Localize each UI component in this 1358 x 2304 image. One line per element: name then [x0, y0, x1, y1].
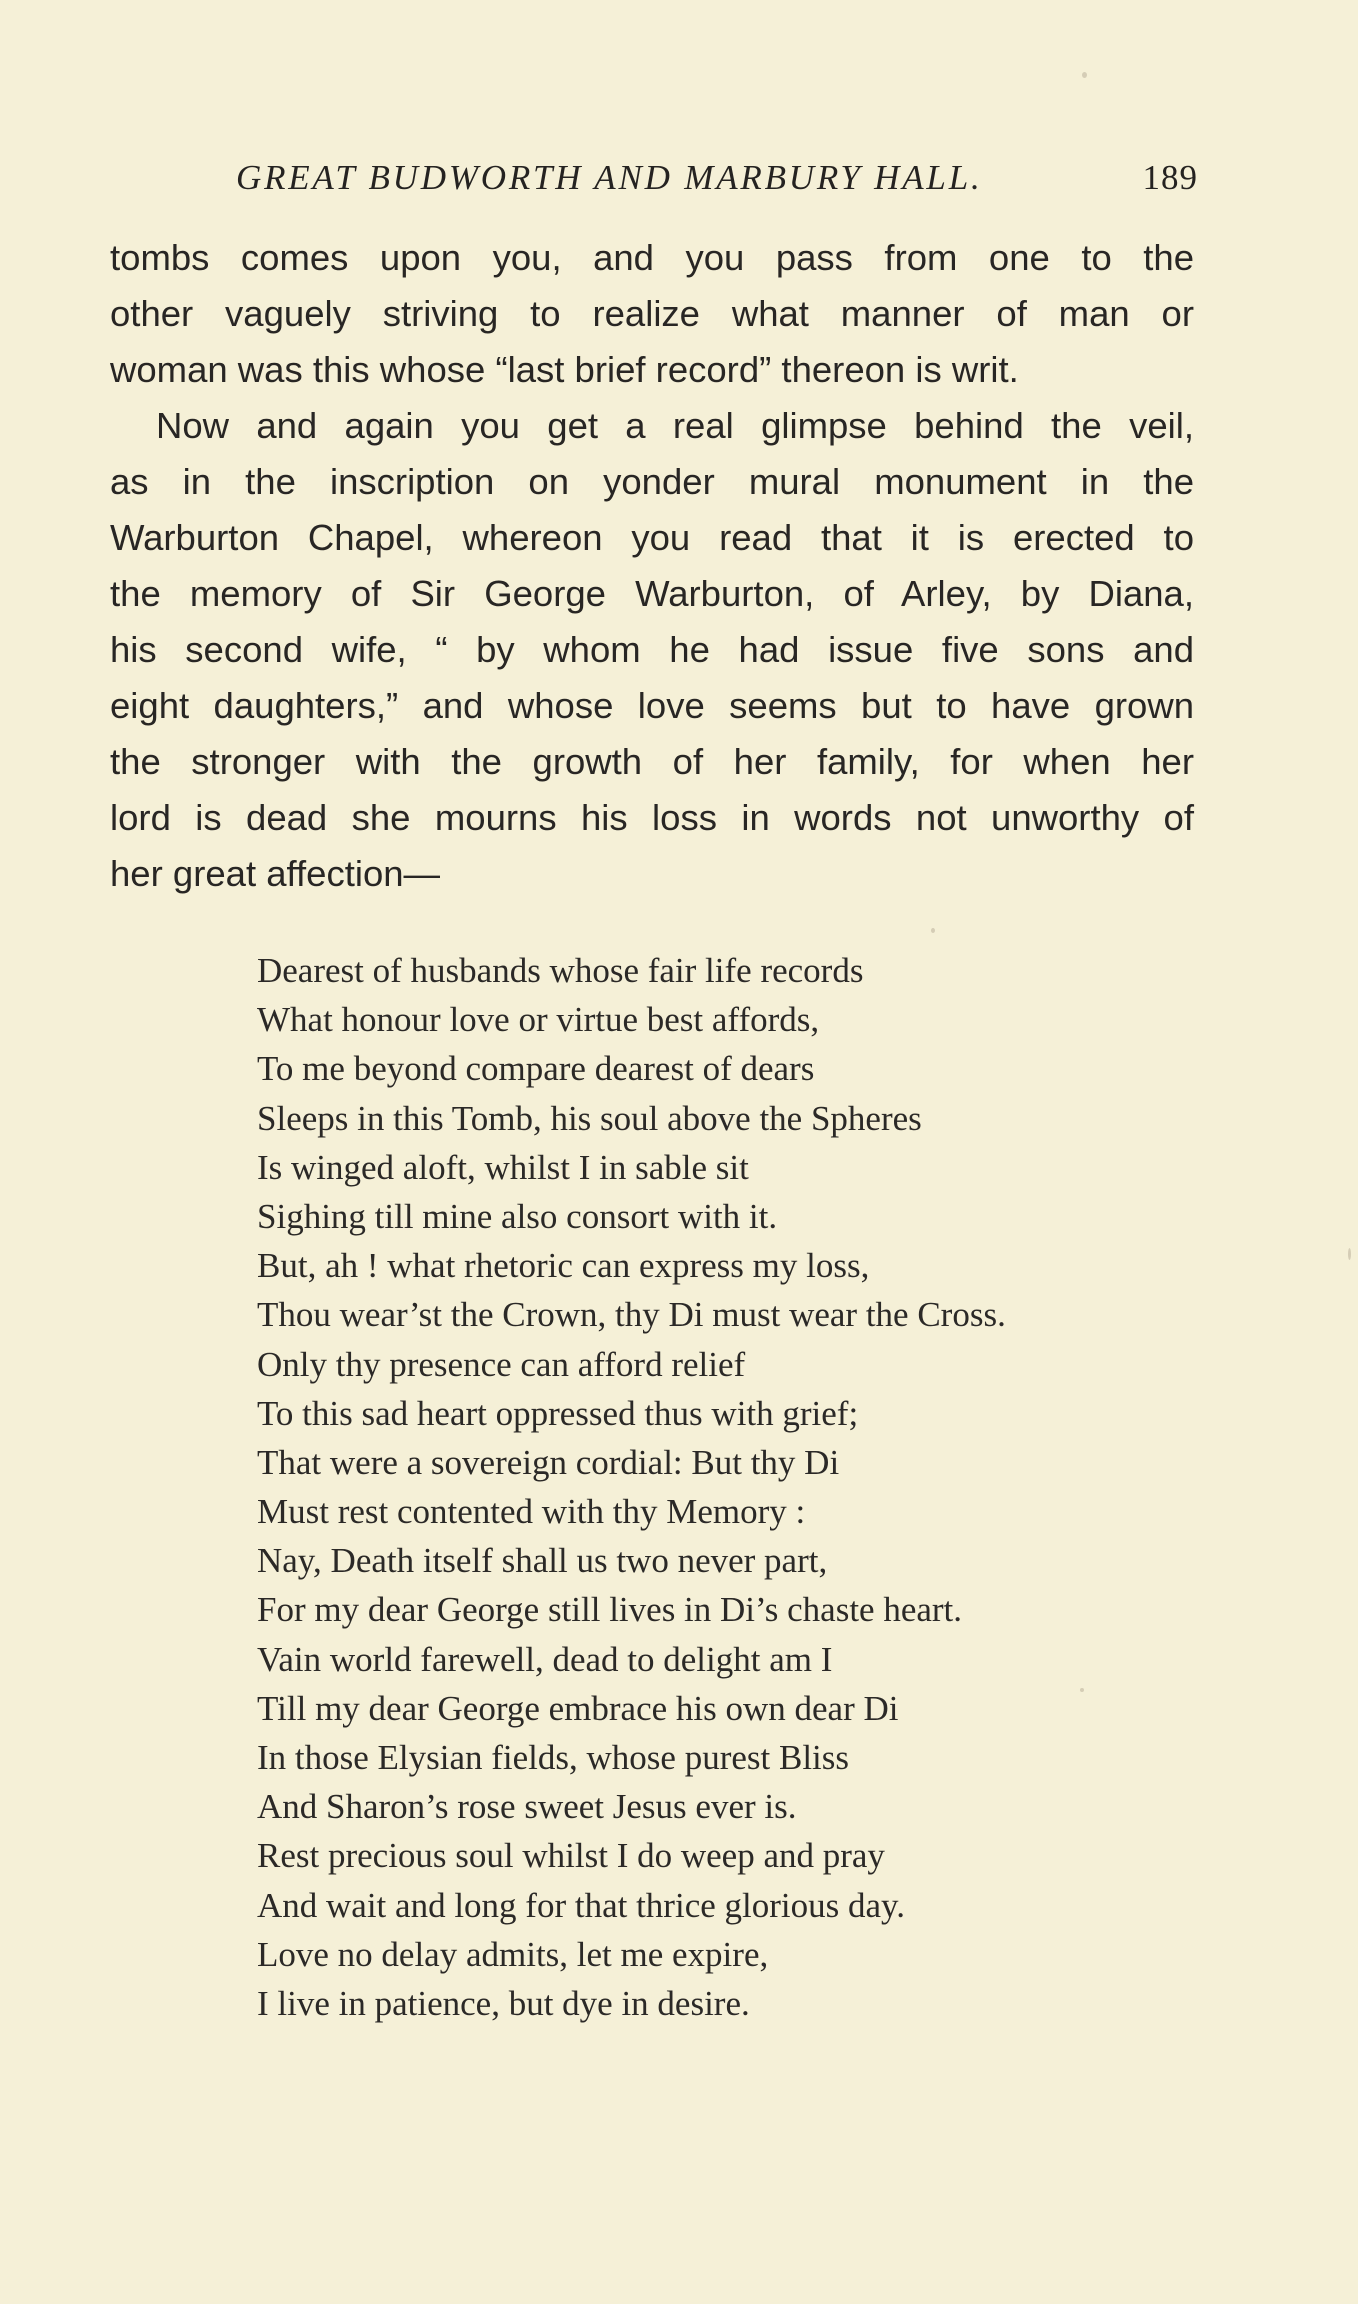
text-line: other vaguely striving to realize what manner of man or — [110, 293, 1194, 334]
text-line: tombs comes upon you, and you pass from one to the — [110, 237, 1194, 278]
poem-line: And Sharon’s rose sweet Jesus ever is. — [257, 1787, 797, 1827]
paper-speck — [931, 928, 935, 933]
paper-speck — [1082, 72, 1087, 78]
poem-line: Is winged aloft, whilst I in sable sit — [257, 1147, 749, 1187]
page-number: 189 — [1142, 158, 1198, 197]
text-line: lord is dead she mourns his loss in words not unworthy of — [110, 797, 1194, 838]
paper-speck — [1080, 1688, 1084, 1692]
poem-line: That were a sovereign cordial: But thy Di — [257, 1442, 840, 1482]
paragraph-2 — [110, 398, 1194, 902]
text-line: his second wife, “ by whom he had issue five sons and — [110, 629, 1194, 670]
poem-line: But, ah ! what rhetoric can express my loss, — [257, 1246, 870, 1286]
poem-line: Only thy presence can afford relief — [257, 1344, 746, 1384]
text-line: her great affection— — [110, 853, 441, 894]
poem-line: What honour love or virtue best affords, — [257, 1000, 820, 1040]
page-header — [236, 158, 1198, 202]
paragraph-1 — [110, 230, 1194, 398]
text-line: the memory of Sir George Warburton, of Arley, by Diana, — [110, 573, 1194, 614]
poem-line: Sighing till mine also consort with it. — [257, 1196, 778, 1236]
poem-line: Till my dear George embrace his own dear Di — [257, 1688, 899, 1728]
text-line: Warburton Chapel, whereon you read that it is erected to — [110, 517, 1194, 558]
text-line: the stronger with the growth of her family, for when her — [110, 741, 1194, 782]
poem-line: Sleeps in this Tomb, his soul above the Spheres — [257, 1098, 922, 1138]
poem-line: To me beyond compare dearest of dears — [257, 1049, 815, 1089]
poem-line: Rest precious soul whilst I do weep and pray — [257, 1836, 885, 1876]
text-line: woman was this whose “last brief record” thereon is writ. — [110, 349, 1019, 390]
poem-line: For my dear George still lives in Di’s chaste heart. — [257, 1590, 963, 1630]
text-line: Now and again you get a real glimpse behind the veil, — [156, 405, 1194, 446]
running-title: GREAT BUDWORTH AND MARBURY HALL. — [236, 158, 983, 197]
epitaph-poem — [257, 946, 1157, 2028]
poem-line: To this sad heart oppressed thus with grief; — [257, 1393, 859, 1433]
poem-line: Thou wear’st the Crown, thy Di must wear the Cross. — [257, 1295, 1006, 1335]
poem-line: And wait and long for that thrice glorious day. — [257, 1885, 905, 1925]
poem-line: Must rest contented with thy Memory : — [257, 1492, 806, 1532]
body-text — [110, 230, 1194, 902]
poem-line: Vain world farewell, dead to delight am I — [257, 1639, 833, 1679]
poem-line: Love no delay admits, let me expire, — [257, 1934, 769, 1974]
poem-line: I live in patience, but dye in desire. — [257, 1983, 750, 2023]
poem-line: In those Elysian fields, whose purest Bliss — [257, 1738, 850, 1777]
text-line: as in the inscription on yonder mural monument in the — [110, 461, 1194, 502]
poem-line: Dearest of husbands whose fair life records — [257, 951, 864, 990]
poem-line: Nay, Death itself shall us two never part, — [257, 1541, 828, 1581]
paper-speck — [1348, 1248, 1351, 1260]
text-line: eight daughters,” and whose love seems but to have grown — [110, 685, 1194, 726]
